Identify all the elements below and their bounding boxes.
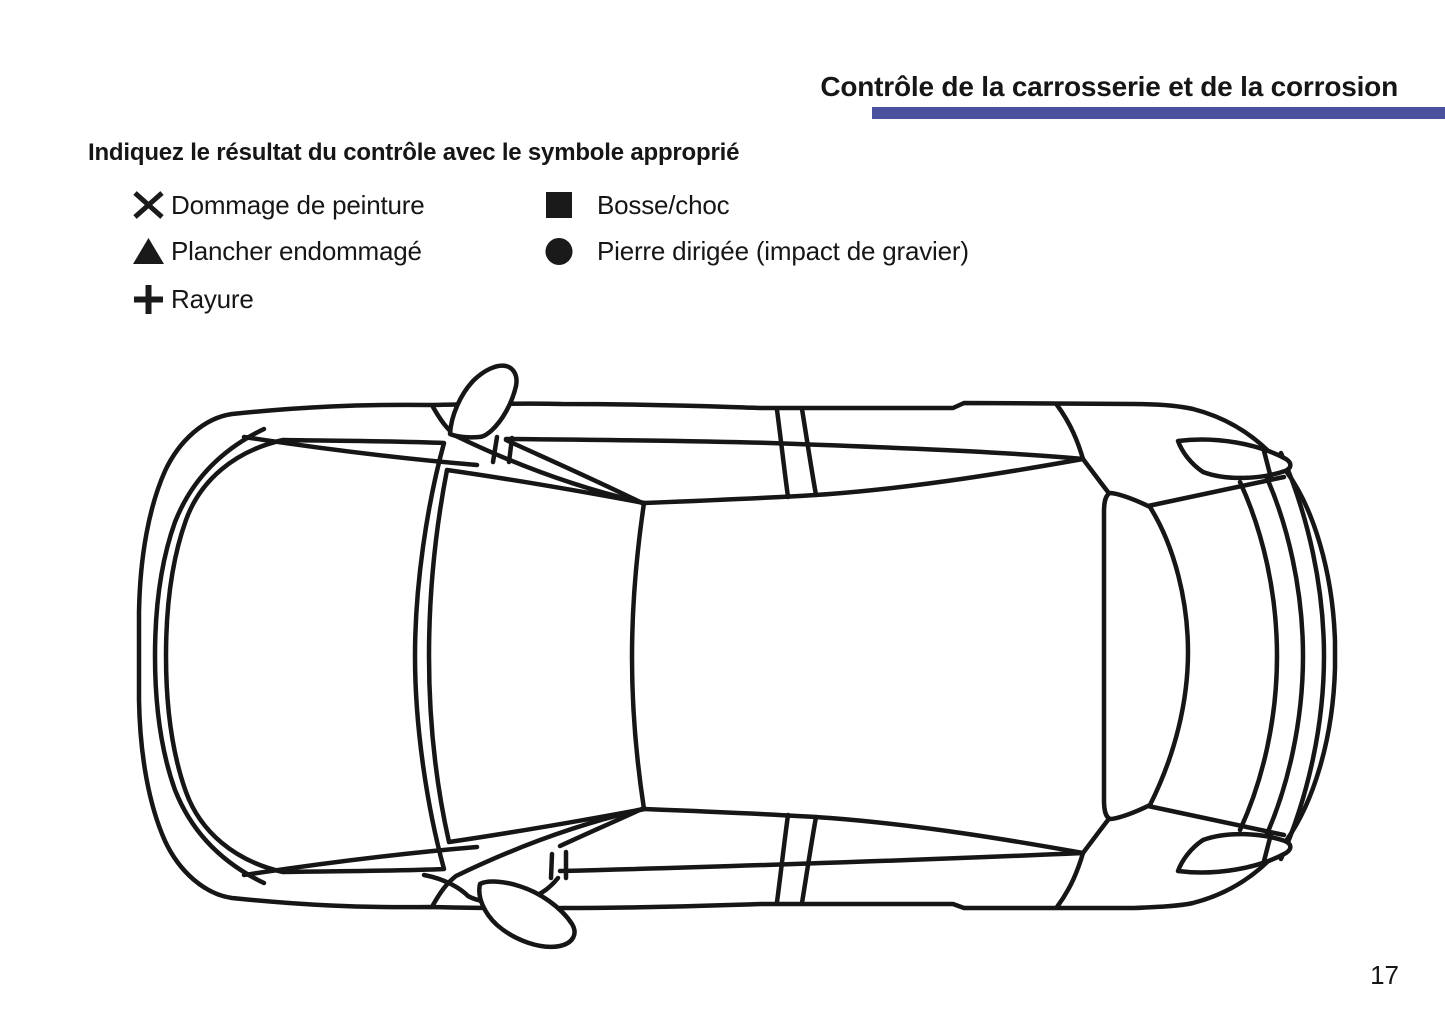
- mirror-right-blade: [479, 882, 574, 947]
- hood-outline: [166, 440, 444, 872]
- legend-label: Dommage de peinture: [171, 189, 425, 220]
- rear-window: [1104, 493, 1188, 819]
- hatch-arc-middle: [1262, 467, 1303, 845]
- legend-label: Bosse/choc: [597, 189, 730, 220]
- belt-line-left: [506, 439, 1083, 459]
- legend-label: Rayure: [171, 283, 254, 314]
- front-bumper-crease: [155, 429, 264, 883]
- mirror-right-stem: [551, 852, 566, 878]
- windshield: [429, 470, 644, 842]
- legend-label: Pierre dirigée (impact de gravier): [597, 235, 969, 266]
- page-title: Contrôle de la carrosserie et de la corrosion: [820, 71, 1398, 102]
- belt-line-right: [560, 853, 1083, 871]
- c-pillar-left: [1057, 405, 1108, 492]
- mirror-left-blade: [450, 366, 517, 438]
- taillight-left: [1178, 440, 1290, 478]
- a-pillar-left-inner: [506, 440, 644, 504]
- instruction-text: Indiquez le résultat du contrôle avec le symbole approprié: [88, 139, 740, 166]
- hatch-arc-inner: [1240, 482, 1277, 830]
- door-top-line-right: [644, 809, 1083, 853]
- b-pillar-left: [777, 409, 816, 497]
- hatch-edge-top: [1148, 477, 1284, 506]
- legend-label: Plancher endommagé: [171, 235, 422, 266]
- taillight-right: [1178, 834, 1290, 872]
- b-pillar-right: [777, 815, 816, 903]
- c-pillar-right: [1057, 820, 1108, 907]
- page-number: 17: [1370, 960, 1399, 990]
- door-top-line-left: [644, 459, 1083, 503]
- hatch-edge-bottom: [1148, 806, 1284, 835]
